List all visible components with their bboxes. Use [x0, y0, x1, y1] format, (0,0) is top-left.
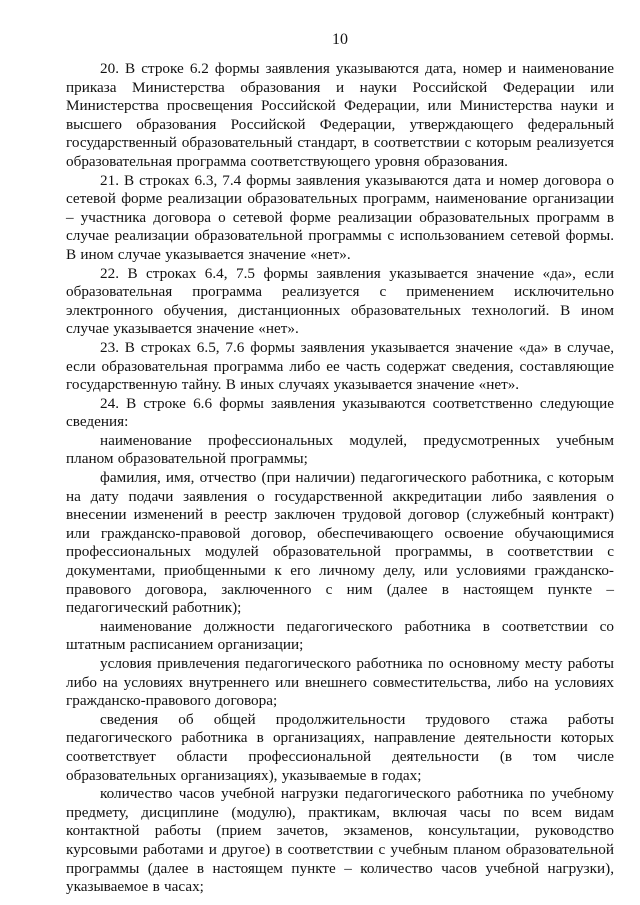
- paragraph-21: 21. В строках 6.3, 7.4 формы заявления указываются дата и номер договора о сетевой форме реализации образовательных программ, наименование организации – участника договора о сетевой форме реализации образовательных программ в случае реализации образовательной программы с использованием сетевой формы. В ином случае указывается значение «нет».: [66, 171, 614, 263]
- paragraph-24-work-experience: сведения об общей продолжительности трудового стажа работы педагогического работника в организациях, направление деятельности которых соответствует области профессиональной деятельности (в том числе образовательных организациях), указываемые в годах;: [66, 710, 614, 784]
- paragraph-24-teaching-hours: количество часов учебной нагрузки педагогического работника по учебному предмету, дисциплине (модулю), практикам, включая часы по всем видам контактной работы (прием зачетов, экзаменов, консультации, руководство курсовыми работами и другое) в соответствии с учебным планом образовательной программы (далее в настоящем пункте – количество часов учебной нагрузки), указываемое в часах;: [66, 785, 614, 896]
- paragraph-24-teacher-name: фамилия, имя, отчество (при наличии) педагогического работника, с которым на дату подачи заявления о государственной аккредитации либо заявления о внесении изменений в реестр заключен трудовой договор (служебный контракт) или гражданско-правовой договор, обеспечивающего освоение обучающимися профессиональных модулей образовательной программы, в соответствии с документами, приобщенными к его личному делу, или условиями гражданско-правового договора, заключенного с ним (далее в настоящем пункте – педагогический работник);: [66, 469, 614, 617]
- document-page: [66, 30, 614, 897]
- page-number: 10: [332, 31, 348, 48]
- paragraph-24-position: наименование должности педагогического работника в соответствии со штатным расписанием организации;: [66, 617, 614, 654]
- paragraph-23: 23. В строках 6.5, 7.6 формы заявления указывается значение «да» в случае, если образовательная программа либо ее часть содержат сведения, составляющие государственную тайну. В иных случаях указывается значение «нет».: [66, 338, 614, 394]
- paragraph-24-employment-terms: условия привлечения педагогического работника по основному месту работы либо на условиях внутреннего или внешнего совместительства, либо на условиях гражданско-правового договора;: [66, 655, 614, 710]
- paragraph-22: 22. В строках 6.4, 7.5 формы заявления указывается значение «да», если образовательная программа реализуется с применением исключительно электронного обучения, дистанционных образовательных технологий. В ином случае указывается значение «нет».: [66, 264, 614, 338]
- paragraph-24: 24. В строке 6.6 формы заявления указываются соответственно следующие сведения:: [66, 394, 614, 431]
- paragraph-24-modules: наименование профессиональных модулей, предусмотренных учебным планом образовательной программы;: [66, 431, 614, 468]
- paragraph-20: 20. В строке 6.2 формы заявления указываются дата, номер и наименование приказа Министерства образования и науки Российской Федерации или Министерства просвещения Российской Федерации, или Министерства науки и высшего образования Российской Федерации, утверждающего федеральный государственный образовательный стандарт, в соответствии с которым реализуется образовательная программа соответствующего уровня образования.: [66, 60, 614, 170]
